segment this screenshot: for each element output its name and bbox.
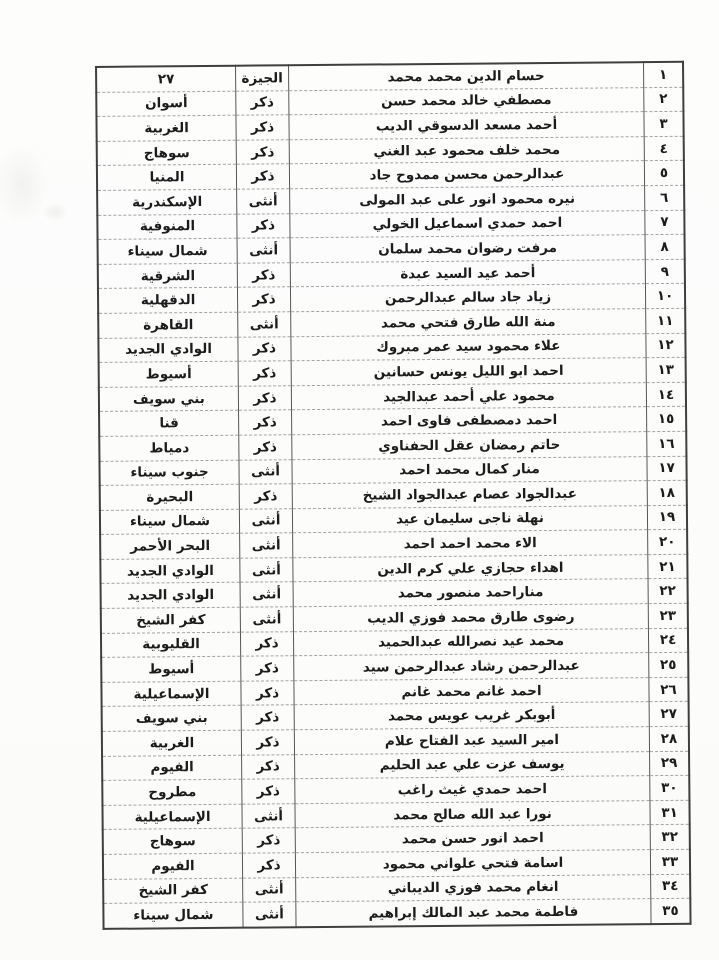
name-cell: محمود علي أحمد عبدالجيد (291, 382, 646, 410)
roster-table (95, 61, 692, 930)
name-cell: رضوى طارق محمد فوزي الديب (293, 604, 648, 632)
row-number-cell: ١٤ (646, 382, 686, 407)
name-cell: احمد حمدي غيث راغب (295, 776, 650, 804)
row-number-cell: ٢١ (648, 554, 688, 579)
row-number-cell: ٢٦ (649, 677, 689, 702)
governorate-cell: الدقهلية (98, 288, 238, 314)
gender-cell: ذكر (242, 754, 295, 779)
name-cell: علاء محمود سيد عمر مبروك (291, 333, 646, 361)
gender-cell: أنثى (237, 189, 290, 214)
governorate-cell: القاهرة (98, 312, 238, 338)
governorate-cell: الوادي الجديد (98, 337, 238, 363)
gender-cell: ذكر (238, 361, 291, 386)
gender-cell: الجيزة (236, 65, 289, 91)
name-cell: محمد عيد نصرالله عبدالحميد (293, 628, 648, 656)
gender-cell: ذكر (237, 287, 290, 312)
governorate-cell: ٢٧ (96, 66, 236, 92)
row-number-cell: ١٩ (647, 505, 687, 530)
gender-cell: ذكر (240, 631, 293, 656)
gender-cell: ذكر (242, 779, 295, 804)
name-cell: احمد غانم محمد غانم (294, 677, 649, 705)
governorate-cell: المنوفية (97, 214, 237, 240)
governorate-cell: شمال سيناء (103, 902, 243, 928)
governorate-cell: القليوبية (101, 632, 241, 658)
row-number-cell: ١٦ (647, 431, 687, 456)
governorate-cell: شمال سيناء (100, 509, 240, 535)
governorate-cell: سوهاج (103, 829, 243, 855)
name-cell: فاطمة محمد عبد المالك إبراهيم (296, 899, 651, 927)
governorate-cell: أسيوط (99, 361, 239, 387)
governorate-cell: الشرقية (98, 263, 238, 289)
name-cell: احمد انور حسن محمد (295, 825, 650, 853)
name-cell: عبدالرحمن محسن ممدوح جاد (289, 161, 644, 189)
row-number-cell: ١٣ (646, 357, 686, 382)
row-number-cell: ١٧ (647, 456, 687, 481)
governorate-cell: مطروح (102, 779, 242, 805)
governorate-cell: بني سويف (102, 706, 242, 732)
name-cell: مرفت رضوان محمد سلمان (290, 235, 645, 263)
name-cell: أبوبكر غريب عويس محمد (294, 702, 649, 730)
row-number-cell: ٢٤ (648, 628, 688, 653)
row-number-cell: ٩ (645, 259, 685, 284)
gender-cell: ذكر (239, 410, 292, 435)
gender-cell: ذكر (236, 164, 289, 189)
governorate-cell: البحر الأحمر (100, 533, 240, 559)
name-cell: احمد حمدي اسماعيل الخولي (290, 210, 645, 238)
gender-cell: ذكر (236, 115, 289, 140)
row-number-cell: ٨ (645, 234, 685, 259)
gender-cell: ذكر (236, 90, 289, 115)
gender-cell: ذكر (237, 213, 290, 238)
name-cell: حاتم رمضان عقل الحفناوي (292, 432, 647, 460)
row-number-cell: ١٠ (645, 284, 685, 309)
gender-cell: أنثى (240, 533, 293, 558)
gender-cell: ذكر (236, 140, 289, 165)
name-cell: منار كمال محمد احمد (292, 456, 647, 484)
row-number-cell: ٣١ (650, 800, 690, 825)
governorate-cell: الفيوم (102, 755, 242, 781)
row-number-cell: ٢ (644, 87, 684, 112)
governorate-cell: كفر الشيخ (103, 878, 243, 904)
name-cell: اسامة فتحي علواني محمود (295, 850, 650, 878)
gender-cell: ذكر (242, 853, 295, 878)
governorate-cell: قنا (99, 411, 239, 437)
name-cell: امير السيد عبد الفتاح علام (294, 727, 649, 755)
governorate-cell: المنيا (97, 165, 237, 191)
governorate-cell: الوادي الجديد (101, 583, 241, 609)
gender-cell: أنثى (240, 558, 293, 583)
governorate-cell: كفر الشيخ (101, 607, 241, 633)
gender-cell: ذكر (237, 262, 290, 287)
governorate-cell: أسيوط (101, 656, 241, 682)
governorate-cell: الوادي الجديد (100, 558, 240, 584)
name-cell: اهداء حجازي علي كرم الدين (293, 555, 648, 583)
gender-cell: أنثى (238, 312, 291, 337)
row-number-cell: ٧ (645, 210, 685, 235)
name-cell: أحمد مسعد الدسوقي الديب (289, 112, 644, 140)
row-number-cell: ٣ (644, 111, 684, 136)
name-cell: نهلة ناجى سليمان عيد (292, 505, 647, 533)
name-cell: انغام محمد فوزي الديباني (296, 874, 651, 902)
row-number-cell: ٣٢ (650, 825, 690, 850)
name-cell: منة الله طارق فتحي محمد (291, 309, 646, 337)
governorate-cell: شمال سيناء (98, 238, 238, 264)
table-row (103, 898, 690, 928)
governorate-cell: بني سويف (99, 386, 239, 412)
governorate-cell: دمياط (99, 435, 239, 461)
row-number-cell: ١ (644, 62, 684, 87)
name-cell: احمد ابو الليل يونس حسانين (291, 358, 646, 386)
governorate-cell: سوهاج (97, 140, 237, 166)
row-number-cell: ٢٥ (649, 653, 689, 678)
governorate-cell: الغربية (102, 730, 242, 756)
row-number-cell: ٣٣ (650, 849, 690, 874)
row-number-cell: ٥ (644, 161, 684, 186)
gender-cell: أنثى (243, 877, 296, 902)
row-number-cell: ٢٩ (650, 751, 690, 776)
name-cell: حسام الدين محمد محمد (289, 62, 644, 90)
name-cell: الاء محمد احمد احمد (293, 530, 648, 558)
gender-cell: أنثى (242, 804, 295, 829)
row-number-cell: ٢٠ (648, 530, 688, 555)
name-cell: احمد دمصطفى فاوى احمد (292, 407, 647, 435)
name-cell: عبدالرحمن رشاد عبدالرحمن سيد (294, 653, 649, 681)
name-cell: مصطفي خالد محمد حسن (289, 87, 644, 115)
gender-cell: ذكر (241, 705, 294, 730)
name-cell: أحمد عيد السيد عبدة (290, 259, 645, 287)
gender-cell: ذكر (239, 484, 292, 509)
gender-cell: أنثى (243, 902, 296, 928)
name-cell: محمد خلف محمود عبد الغني (289, 136, 644, 164)
gender-cell: ذكر (238, 385, 291, 410)
name-cell: نيره محمود انور على عبد المولى (290, 186, 645, 214)
governorate-cell: الغربية (96, 115, 236, 141)
gender-cell: ذكر (241, 656, 294, 681)
gender-cell: أنثى (239, 459, 292, 484)
governorate-cell: أسوان (96, 91, 236, 117)
gender-cell: ذكر (242, 828, 295, 853)
row-number-cell: ٤ (644, 136, 684, 161)
governorate-cell: الفيوم (103, 853, 243, 879)
roster-table-body (96, 62, 690, 929)
row-number-cell: ٢٣ (648, 603, 688, 628)
row-number-cell: ٢٧ (649, 702, 689, 727)
row-number-cell: ٣٥ (651, 898, 691, 923)
gender-cell: ذكر (238, 336, 291, 361)
governorate-cell: الإسماعيلية (101, 681, 241, 707)
name-cell: نورا عبد الله صالح محمد (295, 800, 650, 828)
row-number-cell: ١٨ (647, 480, 687, 505)
row-number-cell: ٢٨ (649, 726, 689, 751)
governorate-cell: البحيرة (100, 484, 240, 510)
row-number-cell: ١٥ (647, 407, 687, 432)
gender-cell: أنثى (240, 607, 293, 632)
row-number-cell: ٦ (645, 185, 685, 210)
row-number-cell: ٣٠ (650, 775, 690, 800)
gender-cell: أنثى (239, 508, 292, 533)
name-cell: زياد جاد سالم عبدالرحمن (290, 284, 645, 312)
governorate-cell: الإسكندرية (97, 189, 237, 215)
gender-cell: ذكر (241, 681, 294, 706)
gender-cell: ذكر (241, 730, 294, 755)
row-number-cell: ١١ (646, 308, 686, 333)
row-number-cell: ٢٢ (648, 579, 688, 604)
roster-table-container (95, 61, 679, 930)
row-number-cell: ٣٤ (651, 874, 691, 899)
gender-cell: أنثى (237, 238, 290, 263)
governorate-cell: جنوب سيناء (99, 460, 239, 486)
gender-cell: أنثى (240, 582, 293, 607)
name-cell: عبدالجواد عصام عبدالجواد الشيخ (292, 481, 647, 509)
name-cell: مناراحمد منصور محمد (293, 579, 648, 607)
name-cell: يوسف عزت علي عبد الحليم (295, 751, 650, 779)
governorate-cell: الإسماعيلية (102, 804, 242, 830)
gender-cell: ذكر (239, 435, 292, 460)
row-number-cell: ١٢ (646, 333, 686, 358)
